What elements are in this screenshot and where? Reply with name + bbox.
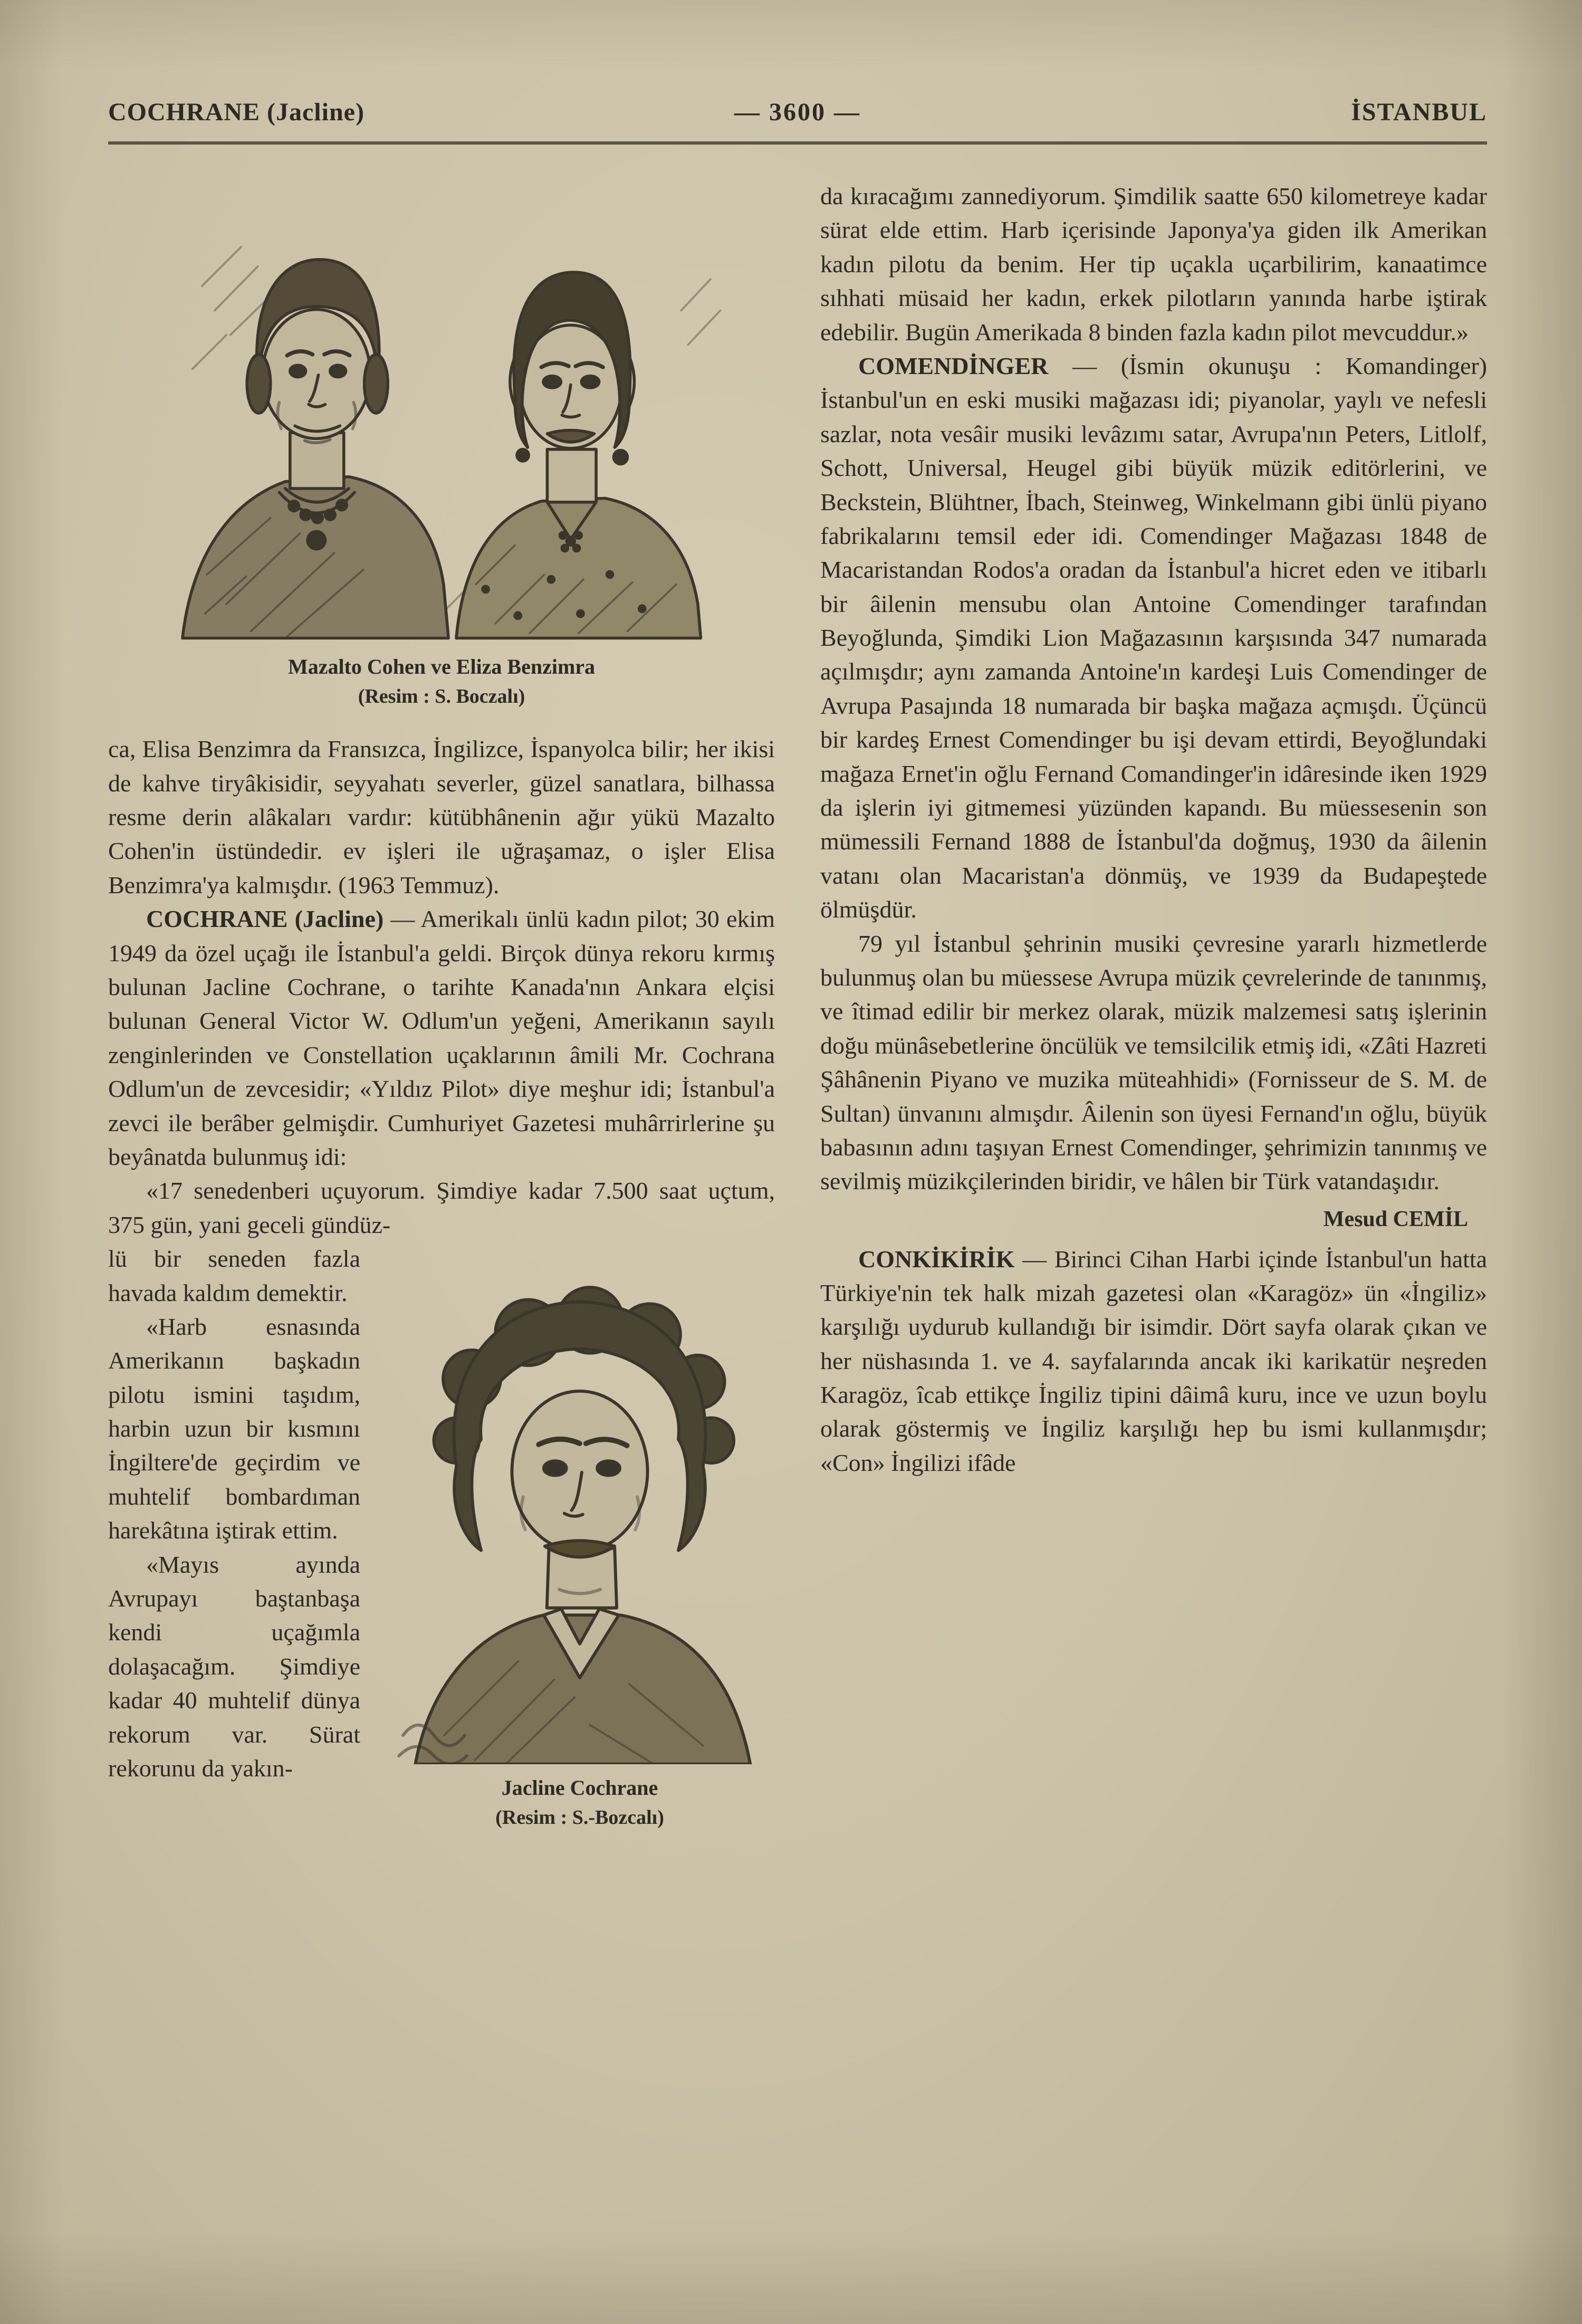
conkikirik-entry-body: — Birinci Cihan Harbi içinde İstanbul'un hatta Türkiye'nin tek halk mizah gazetesi olan «Karagöz» ün «İngiliz» karşılığı uydurub kullandığı bir isimdir. Dört sayfa olarak çıkan ve her nüshasında 1. ve 4. sayfalarında ancak iki karikatür neşreden Karagöz, îcab ettikçe İngiliz tipini dâimâ kuru, ince ve uzun boylu olarak göstermiş ve İngiliz karşılığı hep bu ismi kullanmışdır; «Con» İngilizi ifâde xyxy=(820,1245,1487,1476)
cochrane-quote-hours-continuation: lü bir seneden fazla havada kaldım demektir. xyxy=(108,1245,360,1306)
header-rule xyxy=(108,141,1487,145)
conkikirik-article-paragraph xyxy=(820,1242,1487,1480)
comendinger-entry-body: — (İsmin okunuşu : Komandinger) İstanbul'un en eski musiki mağazası idi; piyanolar, yaylı ve nefesli sazlar, nota vesâir musiki levâzımı satar, Avrupa'nın Peters, Litlolf, Schott, Universal, Heugel gibi büyük müzik editörlerini, ve Beckstein, Blühtner, İbach, Steinweg, Winkelmann gibi ünlü piyano fabrikalarını temsil eder idi. Comendinger Mağazası 1848 de Macaristandan Rodos'a oradan da İstanbul'a hicret eden ve itibarlı bir âilenin mensubu olan Antoine Comendinger tarafından Beyoğlunda, Şimdiki Lion Mağazasının karşısında 347 numarada açılmışdır; aynı zamanda Antoine'ın kardeşi Luis Comendinger de Avrupa Pasajında 18 numarada bir başka mağaza açmışdı. Üçüncü bir kardeş Ernest Comendinger bu işi devam ettirdi, Beyoğlundaki mağaza Ernet'in oğlu Fernand Comandinger'in idâresinde iken 1929 da işlerin iyi gitmemesi yüzünden kapandı. Bu müessesenin son mümessili Fernand 1888 de İstanbul'da doğmuş, 1930 da âilenin vatanı olan Macaristan'a dönmüş, ve 1939 da Budapeştede ölmüşdür. xyxy=(820,352,1487,923)
caption-title: Mazalto Cohen ve Eliza Benzimra xyxy=(287,654,596,678)
caption-credit: (Resim : S. Boczalı) xyxy=(358,685,525,707)
benzimra-figure-caption xyxy=(148,654,735,710)
cochrane-quote-continuation-paragraph: da kıracağımı zannediyorum. Şimdilik saatte 650 kilometreye kadar sürat elde ettim. Harb içerisinde Japonya'ya giden ilk Amerikan kadın pilotu da benim. Her tip uçakla uçarbilirim, kanaatimce sıhhati müsaid her kadın, erkek pilotların yanında harbe iştirak edebilir. Bugün Amerikada 8 binden fazla kadın pilot mevcuddur.» xyxy=(820,183,1487,346)
left-column xyxy=(108,179,775,1840)
cochrane-quote-europe-paragraph: «Mayıs ayında Avrupayı baştanbaşa kendi uçağımla dolaşacağım. Şimdiye kadar 40 muhtelif dünya rekorum var. Sürat rekorunu da yakın- xyxy=(108,1551,360,1782)
conkikirik-entry-title: CONKİKİRİK xyxy=(858,1245,1015,1273)
running-head-entry: COCHRANE (Jacline) xyxy=(108,98,365,126)
cochrane-entry-title: COCHRANE (Jacline) xyxy=(146,905,384,933)
cochrane-figure-caption xyxy=(385,1775,775,1831)
jacline-cochrane-figure xyxy=(385,1250,775,1830)
cochrane-quote-hours-paragraph: «17 senedenberi uçuyorum. Şimdiye kadar 7.500 saat uçtum, 375 gün, yani geceli gündüz- xyxy=(108,1177,775,1238)
page-header xyxy=(108,98,1487,127)
cochrane-entry-body: — Amerikalı ünlü kadın pilot; 30 ekim 1949 da özel uçağı ile İstanbul'a geldi. Birçok dünya rekoru kırmış bulunan Jacline Cochrane, o tarihte Kanada'nın Ankara elçisi bulunan General Victor W. Odlum'un yeğeni, Amerikanın sayılı zenginlerinden ve Constellation uçaklarının âmili Mr. Cochrana Odlum'un de zevcesidir; «Yıldız Pilot» diye meşhur idi; İstanbul'a zevci ile berâber gelmişdir. Cumhuriyet Gazetesi muhârrirlerine şu beyânatda bulunmuş idi: xyxy=(108,905,775,1170)
woman-portrait-image xyxy=(385,1250,775,1764)
benzimra-continuation-paragraph: ca, Elisa Benzimra da Fransızca, İngilizce, İspanyolca bilir; her ikisi de kahve tiryâkisidir, seyyahatı severler, güzel sanatlara, bilhassa resme derin alâkaları vardır: kütübhânenin ağır yükü Mazalto Cohen'in üstündedir. ev işleri ile uğraşamaz, o işler Elisa Benzimra'ya kalmışdır. (1963 Temmuz). xyxy=(108,735,775,898)
two-column-layout xyxy=(108,179,1487,1840)
running-head-title: İSTANBUL xyxy=(1351,98,1488,126)
two-women-portrait-image xyxy=(148,193,735,643)
benzimra-cohen-figure xyxy=(148,193,735,709)
comendinger-entry-title: COMENDİNGER xyxy=(858,352,1049,379)
page-number: — 3600 — xyxy=(734,98,861,126)
right-column xyxy=(820,179,1487,1840)
author-signature: Mesud CEMİL xyxy=(1323,1207,1468,1231)
comendinger-article-paragraph xyxy=(820,349,1487,927)
caption-credit: (Resim : S.-Bozcalı) xyxy=(495,1806,664,1829)
comendinger-history-paragraph: 79 yıl İstanbul şehrinin musiki çevresine yararlı hizmetlerde bulunmuş olan bu müessese Avrupa müzik çevrelerinde de tanınmış, ve îtimad edilir bir merkez olarak, müzik malzemesi satış işlerinin doğu münâsebetlerine öncülük ve temsilcilik etmiş idi, «Zâti Hazreti Şâhânenin Piyano ve muzika müteahhidi» (Fornisseur de S. M. de Sultan) ünvanını almışdır. Âilenin son üyesi Fernand'ın oğlu, büyük babasının adını taşıyan Ernest Comendinger, şehrimizin tanınmış ve sevilmiş müzikçilerinden biridir, ve hâlen bir Türk vatandaşıdır. xyxy=(820,930,1487,1195)
caption-title: Jacline Cochrane xyxy=(501,1775,658,1800)
cochrane-quote-war-paragraph: «Harb esnasında Amerikanın başkadın pilotu ismini taşıdım, harbin uzun bir kısmını İngiltere'de geçirdim ve muhtelif bombardıman harekâtına iştirak ettim. xyxy=(108,1313,360,1544)
cochrane-article-paragraph xyxy=(108,902,775,1174)
